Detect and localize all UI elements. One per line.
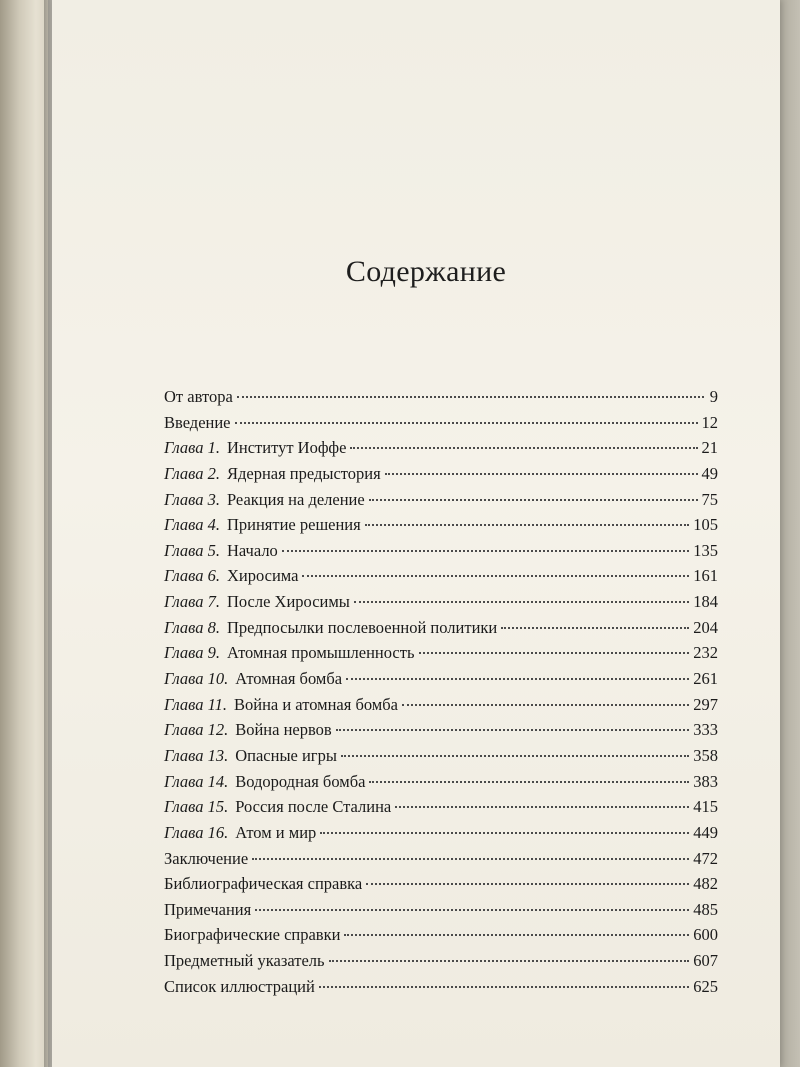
page-number: 12 [701,412,718,432]
toc-entry [164,871,718,897]
entry-title: Библиографическая справка [164,874,363,894]
page-number: 135 [693,540,718,560]
entry-title: Начало [226,540,278,560]
toc-entry [164,922,718,948]
dot-leader [336,729,690,731]
page-number: 105 [693,515,718,535]
dot-leader [395,806,689,808]
toc-entry [164,794,718,820]
dot-leader [402,704,689,706]
dot-leader [320,832,689,834]
table-of-contents [164,384,718,999]
toc-entry [164,743,718,769]
dot-leader [419,652,690,654]
dot-leader [255,909,689,911]
page-number: 482 [693,874,718,894]
toc-entry [164,666,718,692]
page-number: 415 [693,797,718,817]
page-number: 261 [693,669,718,689]
toc-entry [164,384,718,410]
chapter-number: Глава 11. [164,694,227,714]
page-number: 449 [693,822,718,842]
toc-entry [164,435,718,461]
chapter-number: Глава 15. [164,797,229,817]
page-number: 472 [693,848,718,868]
entry-title: После Хиросимы [226,592,350,612]
entry-title: Ядерная предыстория [226,463,381,483]
entry-title: От автора [164,387,233,406]
page-title: Содержание [345,255,507,288]
chapter-number: Глава 12. [164,720,229,740]
entry-title: Атомная промышленность [226,643,415,663]
entry-title: Примечания [164,899,252,919]
page-number: 75 [701,489,718,509]
dot-leader [252,858,689,860]
toc-entry [164,769,718,795]
entry-title: Список иллюстраций [164,976,315,996]
toc-entry [164,487,718,513]
dot-leader [366,883,689,885]
dot-leader [365,524,690,526]
chapter-number: Глава 7. [164,592,220,612]
book-page [52,0,780,1067]
chapter-number: Глава 13. [164,745,229,765]
dot-leader [237,396,704,398]
page-number: 358 [693,745,718,765]
toc-entry [164,461,718,487]
toc-entry [164,717,718,743]
entry-title: Россия после Сталина [235,797,392,817]
dot-leader [344,934,689,936]
entry-title: Реакция на деление [226,489,365,509]
chapter-number: Глава 1. [164,438,220,458]
toc-entry [164,512,718,538]
entry-title: Хиросима [226,566,299,586]
page-number: 383 [693,771,718,791]
dot-leader [302,575,689,577]
entry-title: Опасные игры [235,745,337,765]
page-number: 485 [693,899,718,919]
book-edge [0,0,48,1067]
entry-title: Атом и мир [235,822,317,842]
toc-entry [164,410,718,436]
chapter-number: Глава 4. [164,515,220,535]
chapter-number: Глава 2. [164,463,220,483]
chapter-number: Глава 6. [164,566,220,586]
page-number: 607 [693,951,718,971]
toc-entry [164,615,718,641]
toc-entry [164,820,718,846]
dot-leader [282,550,689,552]
entry-title: Атомная бомба [235,669,343,689]
page-number: 600 [693,925,718,945]
page-number: 9 [709,387,718,406]
chapter-number: Глава 16. [164,822,229,842]
page-number: 49 [701,463,718,483]
toc-entry [164,538,718,564]
toc-entry [164,846,718,872]
chapter-number: Глава 10. [164,669,229,689]
chapter-number: Глава 9. [164,643,220,663]
page-number: 333 [693,720,718,740]
entry-title: Война и атомная бомба [233,694,398,714]
dot-leader [319,986,689,988]
entry-title: Институт Иоффе [226,438,347,458]
page-number: 232 [693,643,718,663]
entry-title: Биографические справки [164,925,341,945]
toc-entry [164,589,718,615]
toc-entry [164,897,718,923]
entry-title: Война нервов [235,720,332,740]
page-number: 161 [693,566,718,586]
dot-leader [354,601,689,603]
dot-leader [346,678,689,680]
dot-leader [369,781,689,783]
toc-entry [164,974,718,1000]
entry-title: Принятие решения [226,515,361,535]
page-number: 184 [693,592,718,612]
page-number: 204 [693,617,718,637]
entry-title: Введение [164,412,231,432]
chapter-number: Глава 3. [164,489,220,509]
dot-leader [501,627,689,629]
entry-title: Водородная бомба [235,771,366,791]
page-number: 21 [701,438,718,458]
chapter-number: Глава 5. [164,540,220,560]
entry-title: Предметный указатель [164,951,325,971]
chapter-number: Глава 14. [164,771,229,791]
page-number: 625 [693,976,718,996]
page-number: 297 [693,694,718,714]
entry-title: Предпосылки послевоенной политики [226,617,498,637]
dot-leader [329,960,690,962]
toc-entry [164,640,718,666]
chapter-number: Глава 8. [164,617,220,637]
toc-entry [164,948,718,974]
dot-leader [385,473,698,475]
dot-leader [350,447,697,449]
toc-entry [164,692,718,718]
entry-title: Заключение [164,848,249,868]
toc-entry [164,563,718,589]
dot-leader [369,499,698,501]
dot-leader [341,755,689,757]
dot-leader [235,422,698,424]
